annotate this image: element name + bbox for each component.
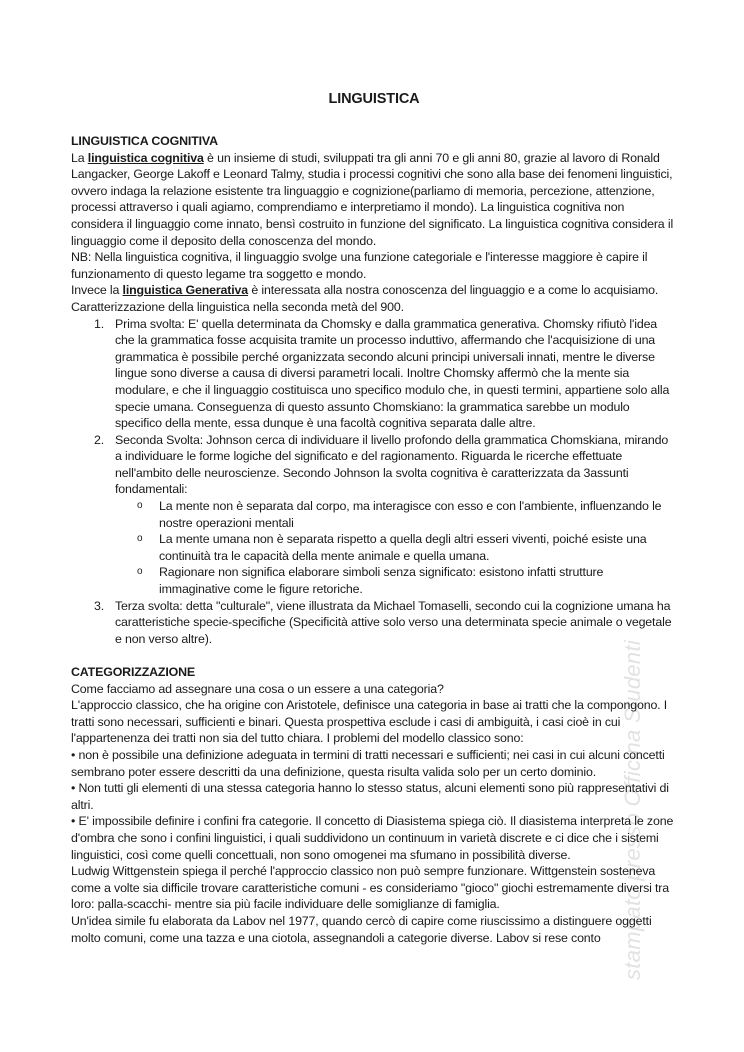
- problema-paragraph: • Non tutti gli elementi di una stessa categoria hanno lo stesso status, alcuni elementi sono più rappresentativi di altri.: [71, 781, 669, 812]
- problema-paragraph: • non è possibile una definizione adeguata in termini di tratti necessari e sufficienti; nei casi in cui alcuni concetti sembrano poter essere descritti da una definizione, questa risulta valida solo per un certo dominio.: [71, 747, 665, 779]
- svolta-text: Prima svolta: E' quella determinata da Chomsky e dalla grammatica generativa. Chomsky rifiutò l'idea che la grammatica fosse acquisita tramite un processo induttivo, affermando che l'acquisizione di una grammatica è possibile perché organizzata secondo alcuni principi universali innati, mentre le diverse lingue sono diverse a causa di diversi parametri locali. Inoltre Chomsky affermò che la mente sia modulare, e che il linguaggio costituisca uno specifico modulo che, in questi termini, appartiene solo alla specie umana. Conseguenza di questo assunto Chomskiano: la grammatica sarebbe un modulo specifico della mente, essa dunque è una facoltà cognitiva separata dalle altre.: [115, 316, 670, 431]
- assunto-text: La mente non è separata dal corpo, ma interagisce con esso e con l'ambiente, influenzando le nostre operazioni mentali: [159, 499, 662, 530]
- section-heading-categorizzazione: CATEGORIZZAZIONE: [71, 665, 196, 679]
- circle-bullet-icon: o: [137, 500, 143, 512]
- list-number: 3.: [94, 598, 105, 613]
- term-linguistica-cognitiva: linguistica cognitiva: [87, 150, 204, 165]
- list-item-assunto: [115, 531, 677, 564]
- question-paragraph: Come facciamo ad assegnare una cosa o un essere a una categoria?: [71, 681, 444, 696]
- wittgenstein-paragraph: Ludwig Wittgenstein spiega il perché l'approccio classico non può sempre funzionare. Wittgenstein sosteneva come a volte sia difficile trovare caratteristiche comuni - es consideriamo "gioco" giochi estremamente diversi tra loro: palla-scacchi- mentre sia più facile individuare delle somiglianze di famiglia.: [71, 864, 670, 912]
- svolte-list: [71, 316, 677, 648]
- generativa-pre: Invece la: [71, 283, 123, 298]
- svolta-text: Terza svolta: detta "culturale", viene illustrata da Michael Tomaselli, secondo cui la cognizione umana ha caratteristiche specie-specifiche (Specificità attive solo verso una determinata specie animale o vegetale e non verso altre).: [115, 598, 672, 646]
- generativa-paragraph: [71, 282, 677, 299]
- classico-paragraph: L'approccio classico, che ha origine con Aristotele, definisce una categoria in base ai tratti che la compongono. I tratti sono necessari, sufficienti e binari. Questa prospettiva esclude i casi di ambiguità, i casi cioè in cui l'appartenenza dei tratti non sia del tutto chiara. I problemi del modello classico sono:: [71, 698, 668, 746]
- term-linguistica-generativa: linguistica Generativa: [122, 283, 249, 298]
- circle-bullet-icon: o: [137, 566, 143, 578]
- circle-bullet-icon: o: [137, 533, 143, 545]
- intro-post: è un insieme di studi, sviluppati tra gli anni 70 e gli anni 80, grazie al lavoro di Ronald Langacker, George Lakoff e Leonard Talmy, studia i processi cognitivi che sono alla base dei fenomeni linguistici, ovvero indaga la relazione esistente tra linguaggio e cognizione(parliamo di memoria, percezione, attenzione, processi attraverso i quali agiamo, comprendiamo e interpretiamo il mondo). La linguistica cognitiva non considera il linguaggio come innato, bensì costruito in funzione del significato. La linguistica cognitiva considera il linguaggio come il deposito della conoscenza del mondo.: [71, 150, 674, 248]
- assunto-text: Ragionare non significa elaborare simboli senza significato: esistono infatti strutture immaginative come le figure retoriche.: [159, 565, 604, 597]
- list-item-svolta-1: [71, 316, 677, 432]
- section-heading-linguistica-cognitiva: LINGUISTICA COGNITIVA: [71, 134, 218, 148]
- section-spacer: [71, 647, 677, 664]
- intro-pre: La: [71, 150, 88, 165]
- labov-paragraph: Un'idea simile fu elaborata da Labov nel 1977, quando cercò di capire come riuscissimo a distinguere oggetti molto comuni, come una tazza e una ciotola, assegnandoli a categorie diverse. Labov si rese conto: [71, 913, 652, 945]
- list-item-assunto: [115, 498, 677, 531]
- svolta-text: Seconda Svolta: Johnson cerca di individuare il livello profondo della grammatica Chomskiana, mirando a individuare le forme logiche del significato e del ragionamento. Riguarda le ricerche effettuate nell'ambito delle neuroscienze. Secondo Johnson la svolta cognitiva è caratterizzata da 3assunti fondamentali:: [115, 432, 669, 497]
- assunto-text: La mente umana non è separata rispetto a quella degli altri esseri viventi, poiché esiste una continuità tra le capacità della mente animale e quella umana.: [159, 532, 647, 563]
- list-item-svolta-2: [71, 432, 677, 598]
- document-body: [71, 133, 677, 946]
- problema-paragraph: • E' impossibile definire i confini fra categorie. Il concetto di Diasistema spiega ciò. Il diasistema interpreta le zone d'ombra che sono i confini linguistici, i quali suddividono un continuum in varietà discrete e ci dice che i sistemi linguistici, così come quelli concettuali, non sono omogenei ma sfumano in possibilità diverse.: [71, 814, 674, 862]
- assunti-list: [115, 498, 677, 598]
- watermark: stampato presso Officina Studenti: [620, 639, 645, 980]
- caratterizzazione-paragraph: Caratterizzazione della linguistica nella seconda metà del 900.: [71, 299, 404, 314]
- nb-paragraph: NB: Nella linguistica cognitiva, il linguaggio svolge una funzione categoriale e l'interesse maggiore è capire il funzionamento di questo legame tra soggetto e mondo.: [71, 250, 648, 281]
- list-number: 2.: [94, 432, 105, 447]
- list-item-assunto: [115, 564, 677, 597]
- document-title: LINGUISTICA: [328, 91, 420, 107]
- intro-paragraph: [71, 150, 677, 250]
- list-number: 1.: [94, 316, 105, 331]
- list-item-svolta-3: [71, 598, 677, 648]
- generativa-post: è interessata alla nostra conoscenza del linguaggio e a come lo acquisiamo.: [248, 283, 659, 298]
